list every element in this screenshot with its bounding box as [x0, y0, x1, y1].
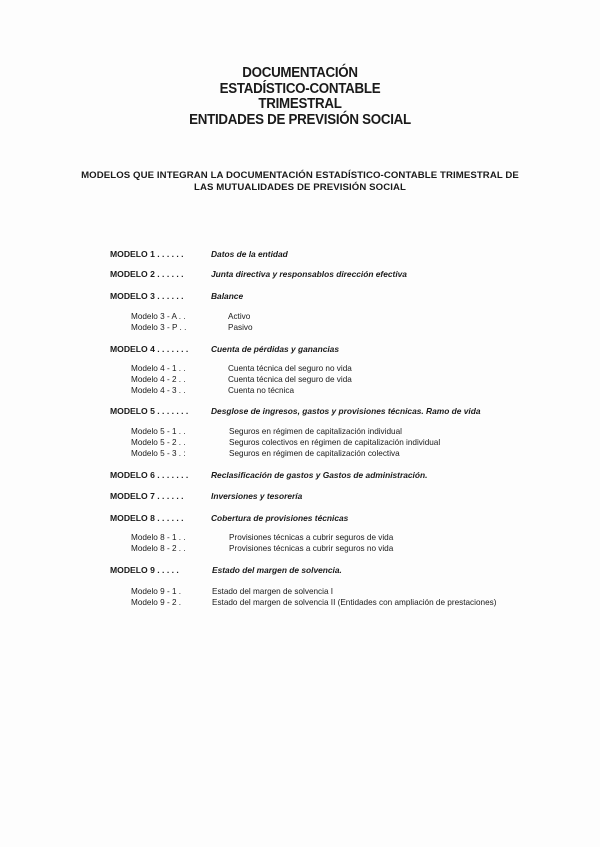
subtitle-line: MODELOS QUE INTEGRAN LA DOCUMENTACIÓN ESTADÍSTICO-CONTABLE TRIMESTRAL DE — [81, 170, 519, 181]
submodelo-desc: Provisiones técnicas a cubrir seguros no vida — [229, 544, 394, 553]
submodelo-label: Modelo 5 - 1 . . — [131, 427, 186, 436]
modelo-label: MODELO 9 . . . . . — [110, 565, 179, 575]
submodelo-label: Modelo 4 - 2 . . — [131, 375, 186, 384]
submodelo-desc: Cuenta técnica del seguro no vida — [228, 364, 352, 373]
submodelo-desc: Seguros colectivos en régimen de capitalización individual — [229, 438, 441, 447]
submodelo-desc: Provisiones técnicas a cubrir seguros de vida — [229, 533, 394, 542]
submodelo-label: Modelo 5 - 2 . . — [131, 438, 186, 447]
modelo-desc: Reclasificación de gastos y Gastos de administración. — [211, 470, 428, 480]
modelo-label: MODELO 1 . . . . . . — [110, 249, 184, 259]
modelo-desc: Balance — [211, 291, 244, 301]
submodelo-label: Modelo 9 - 1 . — [131, 587, 182, 596]
submodelo-desc: Seguros en régimen de capitalización colectiva — [229, 449, 400, 458]
submodelo-desc: Seguros en régimen de capitalización individual — [229, 427, 402, 436]
modelo-label: MODELO 5 . . . . . . . — [110, 406, 189, 416]
modelo-desc: Datos de la entidad — [211, 249, 288, 259]
modelo-desc: Cuenta de pérdidas y ganancias — [211, 344, 339, 354]
modelo-label: MODELO 8 . . . . . . — [110, 513, 184, 523]
modelo-desc: Junta directiva y responsablos dirección efectiva — [211, 269, 407, 279]
modelo-label: MODELO 3 . . . . . . — [110, 291, 184, 301]
submodelo-desc: Cuenta técnica del seguro de vida — [228, 375, 352, 384]
submodelo-desc: Pasivo — [228, 323, 253, 332]
modelo-desc: Desglose de ingresos, gastos y provisiones técnicas. Ramo de vida — [211, 406, 481, 416]
modelo-label: MODELO 4 . . . . . . . — [110, 344, 189, 354]
modelo-desc: Inversiones y tesorería — [211, 491, 303, 501]
submodelo-desc: Estado del margen de solvencia II (Entidades con ampliación de prestaciones) — [212, 598, 497, 607]
title-line: ESTADÍSTICO-CONTABLE — [219, 80, 381, 97]
modelo-label: MODELO 2 . . . . . . — [110, 269, 184, 279]
submodelo-label: Modelo 3 - P . . — [131, 323, 187, 332]
submodelo-label: Modelo 4 - 3 . . — [131, 386, 186, 395]
submodelo-label: Modelo 3 - A . . — [131, 312, 186, 321]
title-line: DOCUMENTACIÓN — [242, 65, 358, 81]
submodelo-desc: Estado del margen de solvencia I — [212, 587, 334, 596]
submodelo-label: Modelo 4 - 1 . . — [131, 364, 186, 373]
modelo-desc: Cobertura de provisiones técnicas — [211, 513, 349, 523]
modelo-desc: Estado del margen de solvencia. — [212, 565, 342, 575]
modelo-label: MODELO 7 . . . . . . — [110, 491, 184, 501]
submodelo-desc: Cuenta no técnica — [228, 386, 294, 395]
title-line: ENTIDADES DE PREVISIÓN SOCIAL — [189, 111, 411, 128]
submodelo-label: Modelo 5 - 3 . : — [131, 449, 186, 458]
submodelo-label: Modelo 8 - 1 . . — [131, 533, 186, 542]
submodelo-label: Modelo 9 - 2 . — [131, 598, 182, 607]
title-line: TRIMESTRAL — [258, 96, 342, 112]
submodelo-label: Modelo 8 - 2 . . — [131, 544, 186, 553]
modelo-label: MODELO 6 . . . . . . . — [110, 470, 189, 480]
subtitle-line: LAS MUTUALIDADES DE PREVISIÓN SOCIAL — [193, 182, 406, 193]
submodelo-desc: Activo — [228, 312, 251, 321]
